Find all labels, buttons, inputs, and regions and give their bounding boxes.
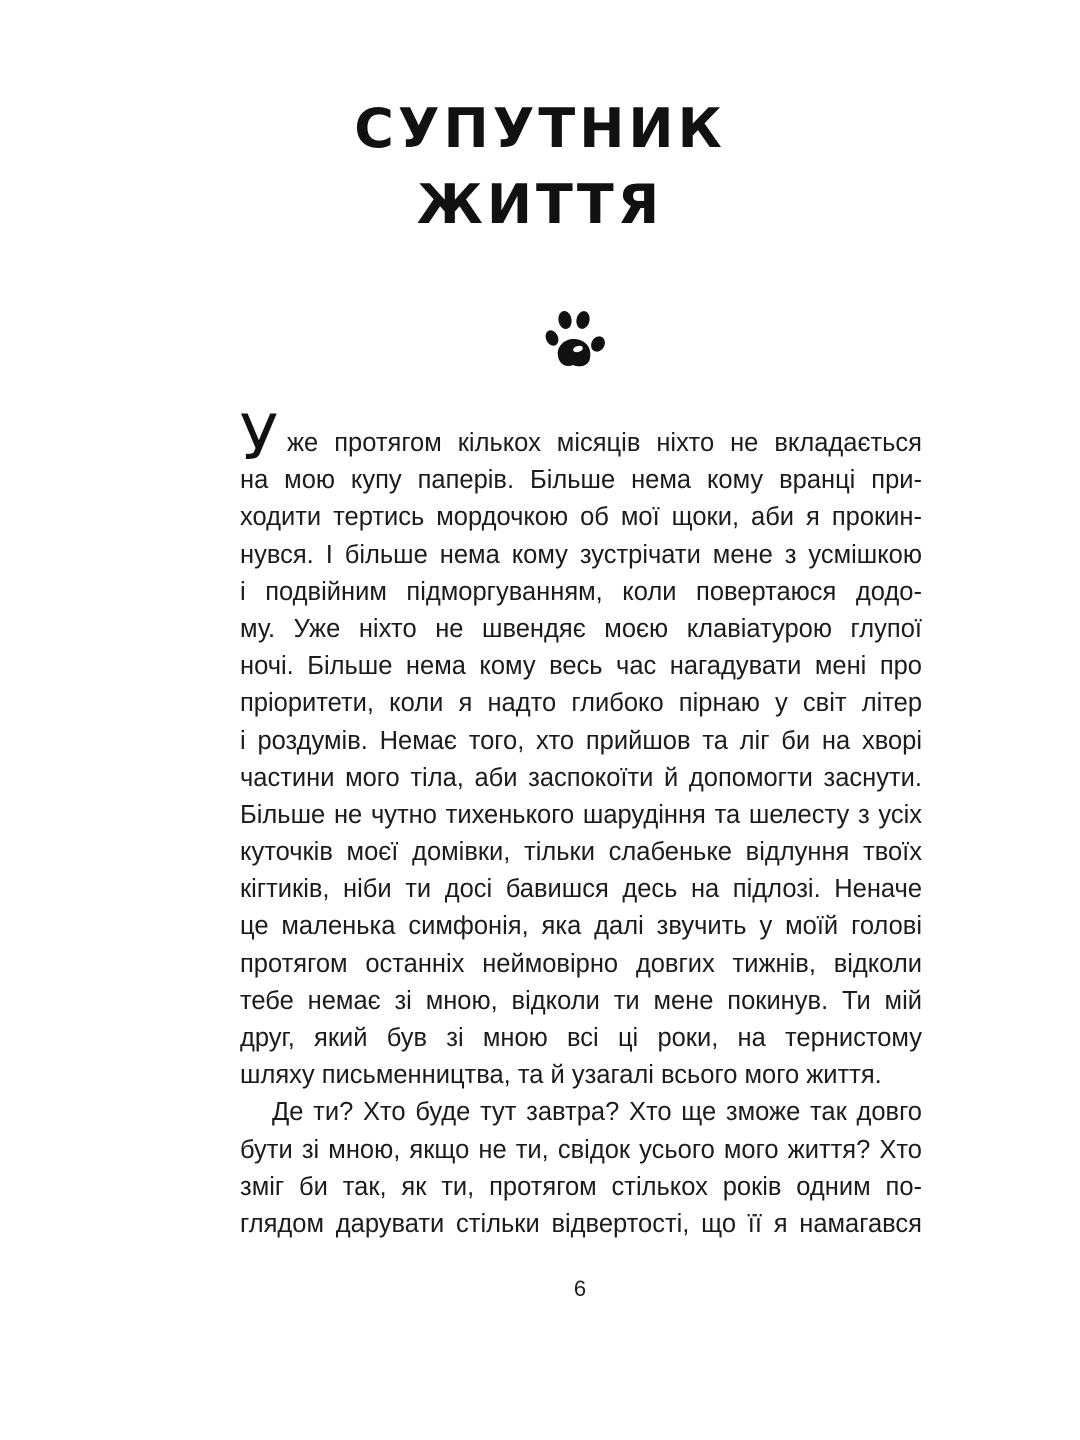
chapter-title-line-1: СУПУТНИК (354, 97, 726, 160)
text-line: зміг би так, як ти, протягом стількох років одним по- (240, 1172, 922, 1201)
text-line: му. Уже ніхто не швендяє моєю клавіатурою глупої (240, 614, 922, 643)
text-line: на мою купу паперів. Більше нема кому вранці при- (240, 466, 922, 495)
text-line: нувся. І більше нема кому зустрічати мене з усмішкою (240, 540, 922, 569)
text-line: бути зі мною, якщо не ти, свідок усього мого життя? Хто (240, 1135, 922, 1164)
page-number: 6 (573, 1276, 587, 1301)
text-line: ходити тертись мордочкою об мої щоки, аби я прокин- (240, 503, 922, 532)
text-line: глядом дарувати стільки відвертості, що її я намагався (240, 1209, 922, 1238)
chapter-text (240, 401, 922, 1243)
text-line: тебе немає зі мною, відколи ти мене покинув. Ти мій (240, 986, 922, 1015)
text-line: Більше не чутно тихенького шарудіння та шелесту з усіх (240, 800, 922, 829)
text-line: друг, який був зі мною всі ці роки, на тернистому (240, 1024, 922, 1052)
text-line: протягом останніх неймовірно довгих тижнів, відколи (240, 949, 922, 978)
text-line: частини мого тіла, аби заспокоїти й допомогти заснути. (240, 763, 922, 792)
text-line: шляху письменництва, та й узагалі всього мого життя. (240, 1061, 882, 1090)
text-line-content: же протягом кількох місяців ніхто не вкладається (287, 429, 922, 457)
text-line (240, 401, 922, 474)
text-line: кігтиків, ніби ти досі бавишся десь на підлозі. Неначе (240, 875, 922, 904)
drop-cap: У (240, 401, 278, 474)
paw-print-icon (540, 308, 612, 372)
text-line: і подвійним підморгуванням, коли повертаюся додо- (240, 577, 922, 606)
text-line: і роздумів. Немає того, хто прийшов та ліг би на хворі (240, 726, 922, 755)
text-line: куточків моєї домівки, тільки слабеньке відлуння твоїх (240, 838, 922, 867)
text-line: це маленька симфонія, яка далі звучить у моїй голові (240, 912, 922, 941)
text-line: Де ти? Хто буде тут завтра? Хто ще зможе так довго (272, 1098, 922, 1127)
text-line: ночі. Більше нема кому весь час нагадувати мені про (240, 652, 922, 681)
text-line: пріоритети, коли я надто глибоко пірнаю у світ літер (240, 689, 922, 718)
chapter-title-line-2: ЖИТТЯ (416, 173, 664, 236)
